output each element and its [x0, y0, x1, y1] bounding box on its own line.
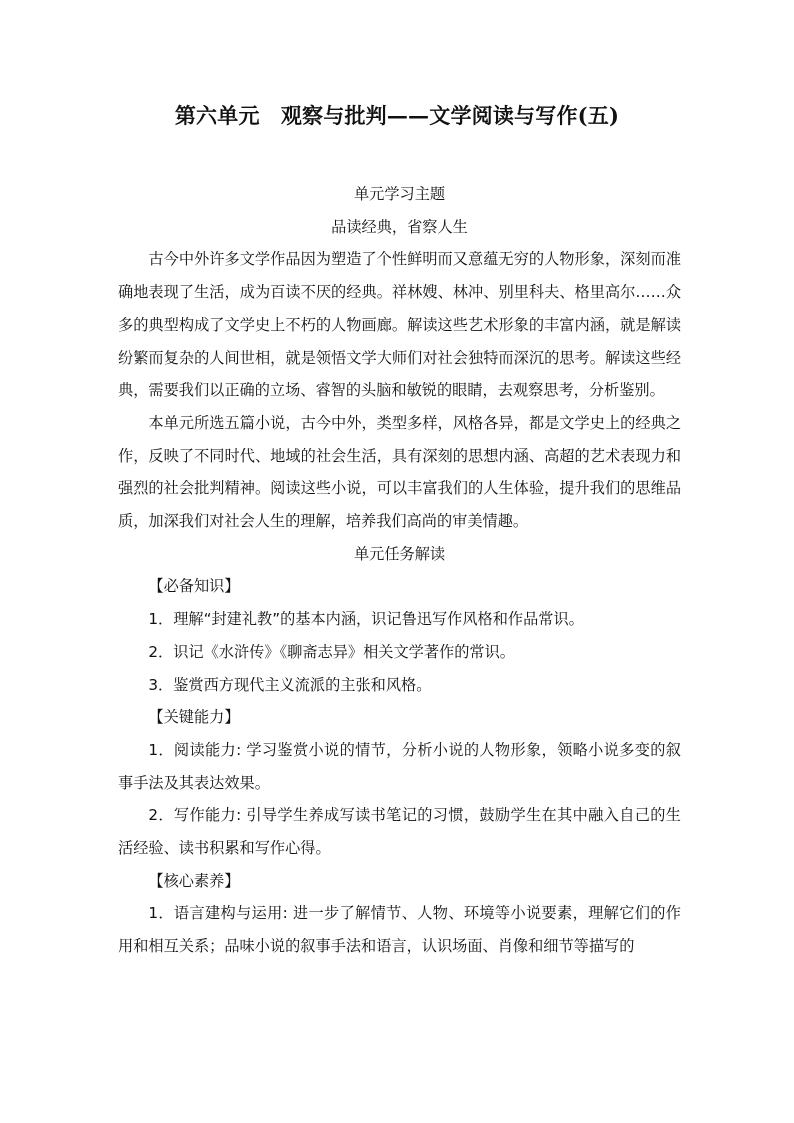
- knowledge-item-1: 1．理解“封建礼教”的基本内涵，识记鲁迅写作风格和作品常识。: [148, 610, 584, 629]
- ability-item-2: 2．写作能力: 引导学生养成写读书笔记的习惯，鼓励学生在其中融入自己的生活经验、读书积累和写作心得。: [118, 806, 681, 858]
- ability-label: 【关键能力】: [148, 708, 240, 727]
- page-title: 第六单元 观察与批判——文学阅读与写作(五): [174, 103, 620, 128]
- ability-item-1: 1．阅读能力: 学习鉴赏小说的情节，分析小说的人物形象，领略小说多变的叙事手法及其表达效果。: [118, 740, 681, 792]
- theme-heading: 单元学习主题: [353, 185, 446, 203]
- knowledge-item-3: 3．鉴赏西方现代主义流派的主张和风格。: [148, 675, 432, 694]
- document-body: [118, 178, 681, 963]
- knowledge-label: 【必备知识】: [148, 577, 240, 596]
- literacy-item-1: 1．语言建构与运用: 进一步了解情节、人物、环境等小说要素，理解它们的作用和相互关系；品味小说的叙事手法和语言，认识场面、肖像和细节等描写的: [118, 904, 681, 956]
- theme-paragraph-1: 古今中外许多文学作品因为塑造了个性鲜明而又意蕴无穷的人物形象，深刻而准确地表现了生活，成为百读不厌的经典。祥林嫂、林冲、别里科夫、格里高尔……众多的典型构成了文学史上不朽的人物画廊。解读这些艺术形象的丰富内涵，就是解读纷繁而复杂的人间世相，就是领悟文学大师们对社会独特而深沉的思考。解读这些经典，需要我们以正确的立场、睿智的头脑和敏锐的眼睛，去观察思考，分析鉴别。: [118, 250, 681, 400]
- literacy-label: 【核心素养】: [148, 871, 240, 890]
- knowledge-item-2: 2．识记《水浒传》《聊斋志异》相关文学著作的常识。: [148, 642, 515, 661]
- tasks-heading: 单元任务解读: [353, 544, 446, 563]
- theme-paragraph-2: 本单元所选五篇小说，古今中外，类型多样，风格各异，都是文学史上的经典之作，反映了不同时代、地域的社会生活，具有深刻的思想内涵、高超的艺术表现力和强烈的社会批判精神。阅读这些小说，可以丰富我们的人生体验，提升我们的思维品质，加深我们对社会人生的理解，培养我们高尚的审美情趣。: [118, 413, 681, 531]
- theme-subheading: 品读经典，省察人生: [331, 217, 468, 236]
